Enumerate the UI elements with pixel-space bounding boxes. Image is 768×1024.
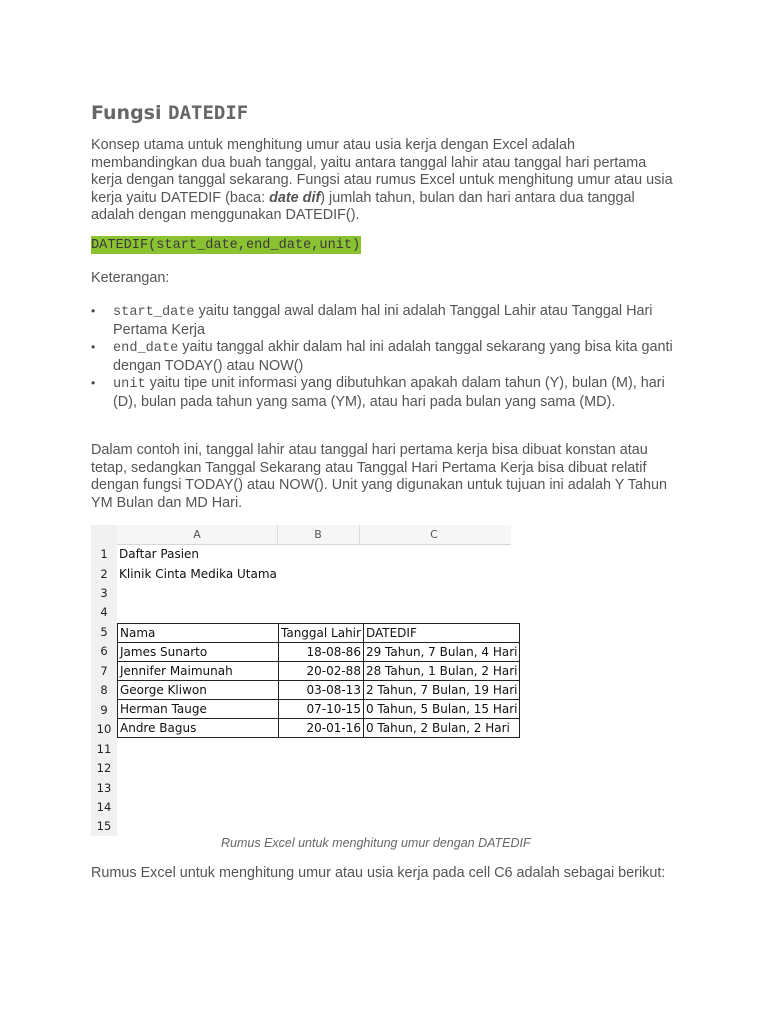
list-item bbox=[91, 339, 681, 375]
row-number: 10 bbox=[96, 722, 112, 736]
cell-nama: Andre Bagus bbox=[118, 719, 279, 738]
row-number: 11 bbox=[96, 742, 112, 756]
arg-unit-desc: yaitu tipe unit informasi yang dibutuhkan apakah dalam tahun (Y), bulan (M), hari (D), bulan pada tahun yang sama (YM), atau hari pada bulan yang sama (MD). bbox=[113, 375, 665, 410]
cell-tanggal: 03-08-13 bbox=[279, 681, 364, 700]
cell-tanggal: 20-01-16 bbox=[279, 719, 364, 738]
list-item bbox=[91, 375, 681, 411]
formula-syntax: DATEDIF(start_date,end_date,unit) bbox=[91, 238, 361, 253]
cell-nama: George Kliwon bbox=[118, 681, 279, 700]
cell-tanggal: 18-08-86 bbox=[279, 643, 364, 662]
keterangan-label: Keterangan: bbox=[91, 270, 170, 286]
arg-start-date-desc: yaitu tanggal awal dalam hal ini adalah Tanggal Lahir atau Tanggal Hari Pertama Kerja bbox=[113, 303, 653, 338]
row-number: 7 bbox=[100, 664, 108, 678]
sheet-subtitle-cell: Klinik Cinta Medika Utama bbox=[119, 567, 277, 581]
intro-emphasis: date dif bbox=[269, 189, 321, 206]
table-row bbox=[118, 700, 520, 719]
intro-paragraph bbox=[91, 137, 681, 225]
formula-intro-paragraph: Rumus Excel untuk menghitung umur atau usia kerja pada cell C6 adalah sebagai berikut: bbox=[91, 865, 666, 881]
header-tanggal-lahir: Tanggal Lahir bbox=[279, 624, 364, 643]
arg-end-date: end_date bbox=[113, 341, 179, 356]
table-row bbox=[118, 662, 520, 681]
row-number: 9 bbox=[100, 703, 108, 717]
cell-datedif: 2 Tahun, 7 Bulan, 19 Hari bbox=[363, 681, 520, 700]
section-heading bbox=[91, 101, 248, 125]
cell-nama: Jennifer Maimunah bbox=[118, 662, 279, 681]
cell-tanggal: 20-02-88 bbox=[279, 662, 364, 681]
column-header-a: A bbox=[193, 528, 201, 541]
header-datedif: DATEDIF bbox=[363, 624, 520, 643]
row-number: 5 bbox=[100, 625, 108, 639]
row-number: 3 bbox=[100, 586, 108, 600]
cell-datedif: 0 Tahun, 5 Bulan, 15 Hari bbox=[363, 700, 520, 719]
cell-datedif: 0 Tahun, 2 Bulan, 2 Hari bbox=[363, 719, 520, 738]
heading-word: Fungsi bbox=[91, 102, 162, 124]
table-row bbox=[118, 719, 520, 738]
intro-part2: ) jumlah tahun, bulan dan hari antara dua tanggal adalah dengan menggunakan DATEDIF(). bbox=[91, 189, 635, 223]
row-number: 13 bbox=[96, 781, 112, 795]
intro-part1: Konsep utama untuk menghitung umur atau usia kerja dengan Excel adalah membandingkan dua buah tanggal, yaitu antara tanggal lahir atau tanggal hari pertama kerja dengan tanggal sekarang. Fungsi atau rumus Excel untuk menghitung umur atau usia kerja yaitu DATEDIF (baca: bbox=[91, 137, 673, 206]
cell-nama: James Sunarto bbox=[118, 643, 279, 662]
cell-nama: Herman Tauge bbox=[118, 700, 279, 719]
column-header-b: B bbox=[314, 528, 322, 541]
row-number: 1 bbox=[100, 547, 108, 561]
table-row bbox=[118, 681, 520, 700]
arg-start-date: start_date bbox=[113, 305, 195, 320]
table-header-row bbox=[118, 624, 520, 643]
patient-table bbox=[117, 623, 520, 738]
cell-tanggal: 07-10-15 bbox=[279, 700, 364, 719]
sheet-title-cell: Daftar Pasien bbox=[119, 547, 200, 561]
cell-datedif: 29 Tahun, 7 Bulan, 4 Hari bbox=[363, 643, 520, 662]
argument-list bbox=[91, 303, 681, 411]
list-item bbox=[91, 303, 681, 339]
row-number: 12 bbox=[96, 761, 112, 775]
row-number: 14 bbox=[96, 800, 112, 814]
table-row bbox=[118, 643, 520, 662]
figure-caption: Rumus Excel untuk menghitung umur dengan DATEDIF bbox=[221, 836, 531, 850]
arg-end-date-desc: yaitu tanggal akhir dalam hal ini adalah tanggal sekarang yang bisa kita ganti dengan TODAY() atau NOW() bbox=[113, 339, 673, 374]
row-number: 8 bbox=[100, 683, 108, 697]
row-number: 6 bbox=[100, 644, 108, 658]
row-number: 15 bbox=[96, 819, 112, 833]
arg-unit: unit bbox=[113, 377, 146, 392]
cell-datedif: 28 Tahun, 1 Bulan, 2 Hari bbox=[363, 662, 520, 681]
example-paragraph: Dalam contoh ini, tanggal lahir atau tanggal hari pertama kerja bisa dibuat konstan atau tetap, sedangkan Tanggal Sekarang atau Tanggal Hari Pertama Kerja bisa dibuat relatif dengan fungsi TODAY() atau NOW(). Unit yang digunakan untuk tujuan ini adalah Y Tahun YM Bulan dan MD Hari. bbox=[91, 442, 667, 511]
heading-function: DATEDIF bbox=[168, 102, 249, 124]
column-header-c: C bbox=[430, 528, 438, 541]
row-number: 2 bbox=[100, 567, 108, 581]
row-number: 4 bbox=[100, 605, 108, 619]
header-nama: Nama bbox=[118, 624, 279, 643]
